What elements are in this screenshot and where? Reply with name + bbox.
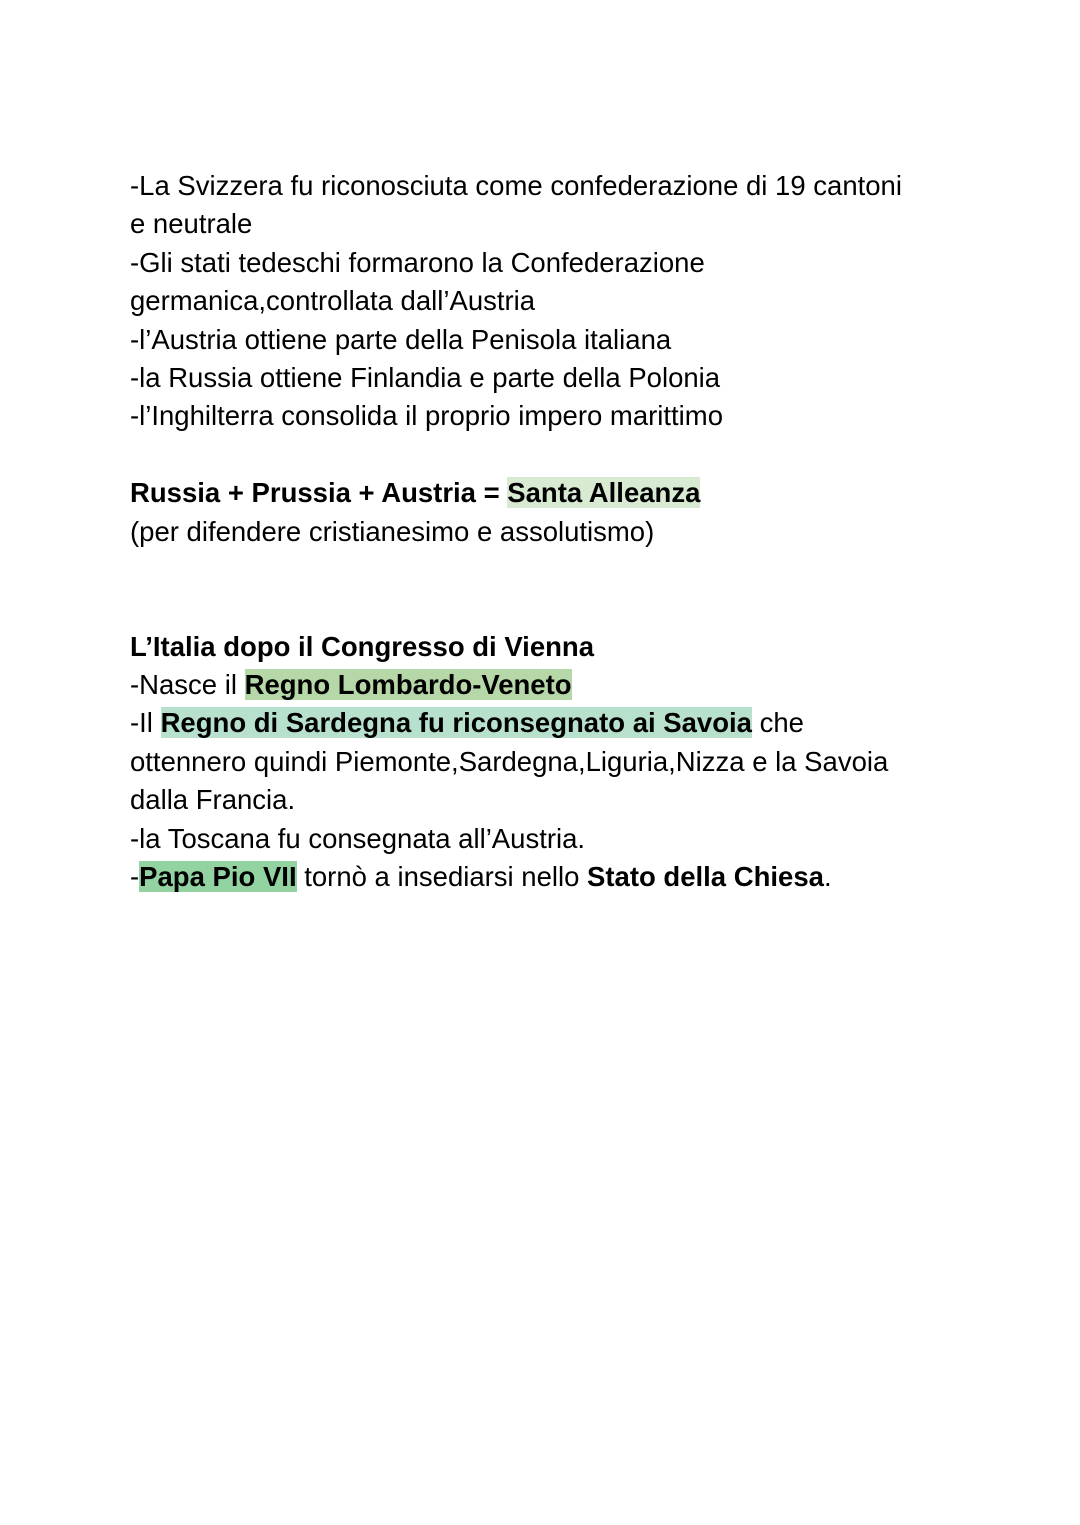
text-line: e neutrale: [130, 208, 253, 240]
document-page: [130, 167, 960, 896]
highlight-text: Regno di Sardegna fu riconsegnato ai Savoia: [160, 707, 752, 739]
highlight-text: Regno Lombardo-Veneto: [244, 669, 572, 701]
italy-item-4: [130, 858, 960, 896]
section-heading: [130, 628, 960, 666]
alliance-name: Santa Alleanza: [507, 477, 701, 509]
text: -Nasce il: [130, 669, 245, 701]
italy-item-2: [130, 704, 960, 742]
alliance-formula: Russia + Prussia + Austria =: [130, 477, 508, 509]
text-line: -La Svizzera fu riconosciuta come confederazione di 19 cantoni: [130, 170, 902, 201]
text-line: -l’Inghilterra consolida il proprio impero marittimo: [130, 400, 723, 432]
italy-item-2-cont: dalla Francia.: [130, 784, 296, 816]
italy-item-3: -la Toscana fu consegnata all’Austria.: [130, 822, 586, 854]
text-line: -l’Austria ottiene parte della Penisola italiana: [130, 323, 672, 355]
alliance-purpose: (per difendere cristianesimo e assolutismo): [130, 515, 655, 547]
text: tornò a insediarsi nello: [296, 861, 588, 893]
italy-item-2-cont: ottennero quindi Piemonte,Sardegna,Liguria,Nizza e la Savoia: [130, 745, 889, 777]
text-line: -Gli stati tedeschi formarono la Confederazione: [130, 246, 705, 278]
italy-item-1: [130, 666, 960, 704]
text: -: [130, 861, 140, 893]
bold-text: Stato della Chiesa: [587, 861, 824, 893]
text: .: [823, 861, 832, 893]
text-line: -la Russia ottiene Finlandia e parte della Polonia: [130, 361, 721, 393]
highlight-text: Papa Pio VII: [139, 861, 297, 893]
text: -Il: [130, 707, 161, 739]
text-line: germanica,controllata dall’Austria: [130, 285, 536, 317]
text: che: [751, 707, 804, 739]
alliance-line: [130, 474, 960, 512]
heading-text: L’Italia dopo il Congresso di Vienna: [130, 630, 595, 662]
